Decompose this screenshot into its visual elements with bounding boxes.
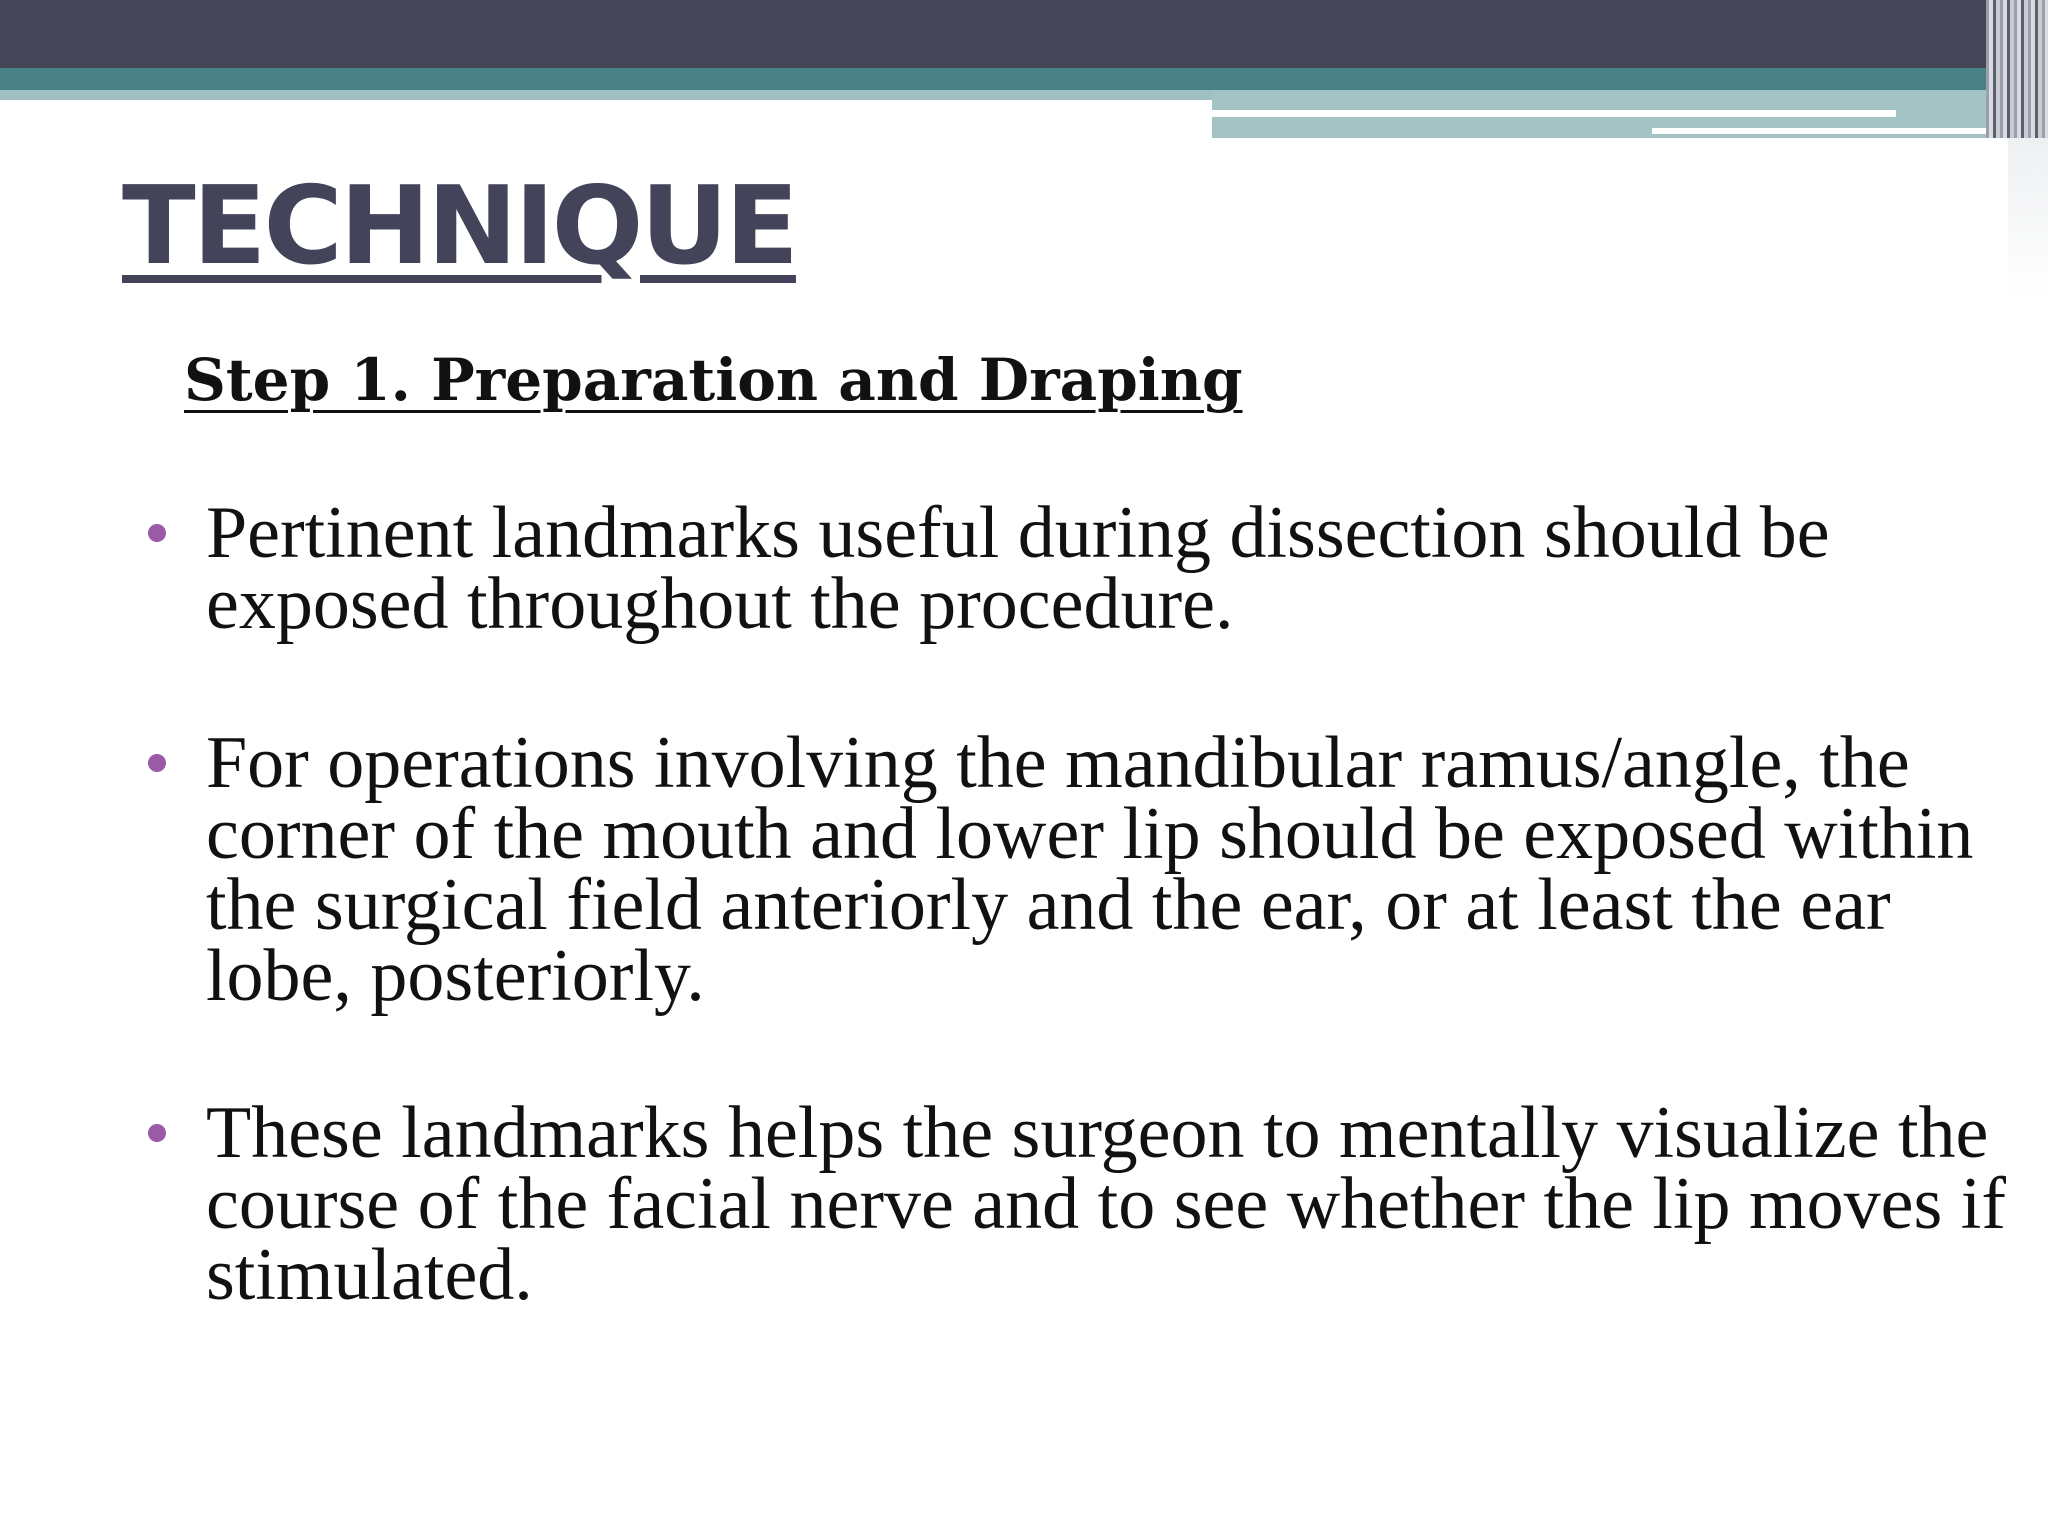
slide-title: TECHNIQUE [122, 164, 796, 289]
header-band-teal [0, 68, 1990, 90]
bullet-dot-icon [148, 754, 166, 772]
header-band-light [0, 90, 1212, 100]
bullet-item [140, 492, 2020, 645]
bullet-text: These landmarks helps the surgeon to mentally visualize the course of the facial nerve and to see whether the lip moves if stimulated. [206, 1092, 2006, 1316]
bullet-text: Pertinent landmarks useful during dissection should be exposed throughout the procedure. [206, 492, 1830, 645]
bullet-list [140, 492, 2020, 1399]
step-heading: Step 1. Preparation and Draping [184, 346, 1243, 414]
bullet-item [140, 1092, 2020, 1316]
header-divider-line-short [1652, 128, 2002, 134]
edge-fade-decoration [2008, 138, 2048, 298]
header-band-dark [0, 0, 2048, 68]
bullet-dot-icon [148, 524, 166, 542]
bullet-dot-icon [148, 1124, 166, 1142]
bullet-text: For operations involving the mandibular ramus/angle, the corner of the mouth and lower lip should be exposed within the surgical field anteriorly and the ear, or at least the ear lobe, posteriorly. [206, 722, 1974, 1017]
edge-stripes-decoration [1986, 0, 2048, 138]
bullet-item [140, 722, 2020, 1017]
header-divider-line [1212, 110, 1896, 117]
